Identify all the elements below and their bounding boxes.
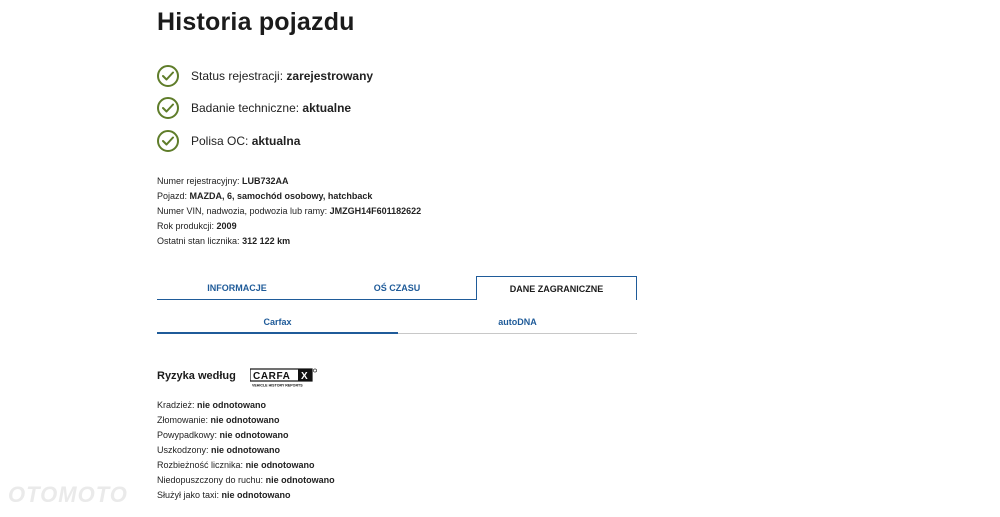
status-registration: [157, 64, 373, 88]
status-label: Status rejestracji:: [191, 69, 284, 83]
tab-bar: [157, 276, 637, 300]
status-insurance: [157, 129, 300, 153]
risk-item: Służył jako taxi: nie odnotowano: [157, 490, 291, 500]
detail-odometer: Ostatni stan licznika: 312 122 km: [157, 236, 291, 246]
check-icon: [157, 130, 179, 152]
tab-dane-zagraniczne[interactable]: DANE ZAGRANICZNE: [476, 276, 637, 300]
status-label: Polisa OC:: [191, 134, 249, 148]
check-icon: [157, 65, 179, 87]
risk-list: [157, 398, 335, 503]
page-title: Historia pojazdu: [157, 8, 355, 36]
subtab-carfax[interactable]: Carfax: [157, 312, 398, 334]
detail-registration: Numer rejestracyjny: LUB732AA: [157, 176, 289, 186]
risk-item: Złomowanie: nie odnotowano: [157, 415, 280, 425]
carfax-logo: [250, 368, 318, 388]
detail-year: Rok produkcji: 2009: [157, 221, 237, 231]
subtab-bar: [157, 312, 637, 334]
risk-heading-label: Ryzyka według: [157, 370, 236, 382]
tab-informacje[interactable]: INFORMACJE: [157, 276, 317, 300]
detail-vehicle: Pojazd: MAZDA, 6, samochód osobowy, hatchback: [157, 191, 373, 201]
svg-text:CARFA: CARFA: [252, 371, 291, 382]
detail-vin: Numer VIN, nadwozia, podwozia lub ramy: JMZGH14F601182622: [157, 206, 422, 216]
svg-text:VEHICLE HISTORY REPORTS: VEHICLE HISTORY REPORTS: [251, 383, 303, 388]
status-label: Badanie techniczne:: [191, 101, 300, 115]
status-value: zarejestrowany: [286, 69, 374, 83]
subtab-autodna[interactable]: autoDNA: [398, 312, 637, 334]
status-value: aktualne: [302, 101, 352, 115]
check-icon: [157, 97, 179, 119]
risk-item: Rozbieżność licznika: nie odnotowano: [157, 460, 315, 470]
watermark: OTOMOTO: [8, 482, 128, 507]
tab-os-czasu[interactable]: OŚ CZASU: [317, 276, 477, 300]
risk-heading: [157, 366, 318, 386]
risk-item: Powypadkowy: nie odnotowano: [157, 430, 289, 440]
risk-item: Kradzież: nie odnotowano: [157, 400, 267, 410]
svg-text:X: X: [300, 371, 308, 382]
status-inspection: [157, 96, 351, 120]
vehicle-details: [157, 174, 421, 249]
risk-item: Uszkodzony: nie odnotowano: [157, 445, 281, 455]
risk-item: Niedopuszczony do ruchu: nie odnotowano: [157, 475, 335, 485]
status-value: aktualna: [251, 134, 301, 148]
